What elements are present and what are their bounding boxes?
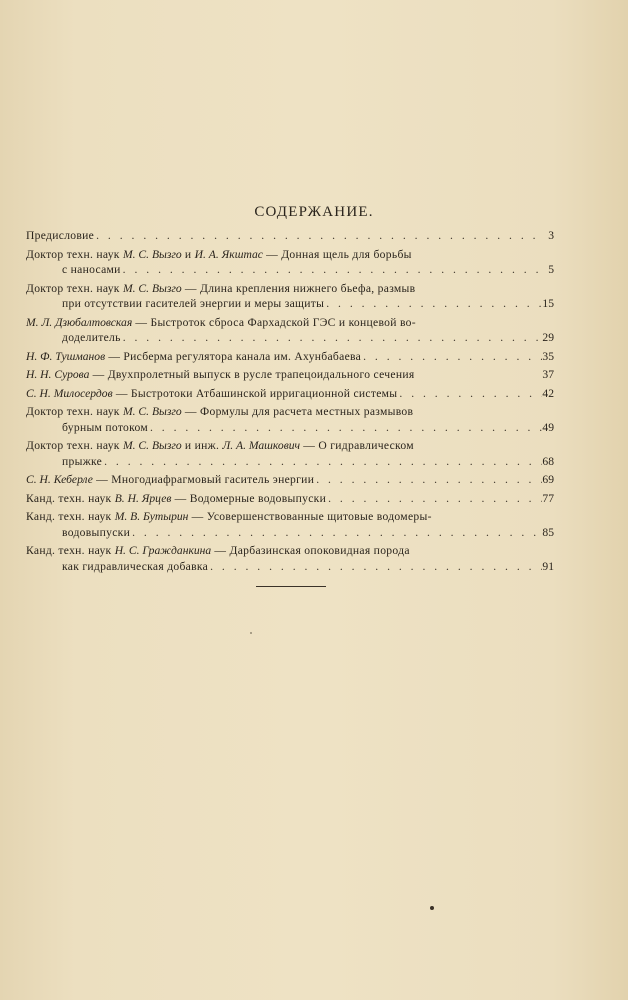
article-title: — Усовершенствованные щитовые водомеры- (188, 510, 432, 523)
entry-text (26, 404, 413, 420)
dot-leader (316, 472, 542, 488)
author-credentials: Канд. техн. наук (26, 544, 115, 557)
entry-text (26, 438, 414, 454)
dot-leader (363, 349, 542, 365)
author-credentials: Доктор техн. наук (26, 405, 123, 418)
author-credentials: Доктор техн. наук (26, 439, 123, 452)
page-number: 49 (542, 420, 554, 434)
article-title: — Водомерные водовыпуски (171, 491, 327, 505)
dot-leader (123, 262, 542, 278)
entry-text (62, 559, 208, 575)
dot-leader (132, 525, 542, 541)
toc-entry-line (26, 296, 544, 312)
dot-leader (104, 454, 542, 470)
article-title: прыжке (62, 454, 103, 468)
author-name: М. В. Бутырин (114, 510, 189, 523)
dot-leader (96, 228, 542, 244)
article-title: доделитель (62, 331, 121, 344)
toc-entry-line (26, 472, 544, 488)
dot-leader (123, 330, 542, 346)
article-title: — Донная щель для борьбы (262, 247, 412, 261)
toc-entry-line (26, 386, 544, 402)
page-number: 29 (542, 331, 554, 344)
toc-entry-line (26, 454, 544, 470)
article-title: — Двухпролетный выпуск в русле трапецоидального сечения (89, 368, 415, 381)
entry-text (62, 454, 102, 470)
dot-leader (210, 559, 542, 575)
page-number: 69 (542, 473, 554, 486)
author-name: И. А. Якштас (194, 247, 263, 261)
toc-entry-line (26, 404, 544, 420)
author-credentials: Канд. техн. наук (26, 510, 115, 523)
entry-text (26, 315, 416, 331)
toc-entry (26, 315, 554, 346)
article-title: водовыпуски (62, 525, 131, 539)
author-credentials: Доктор техн. наук (26, 281, 123, 295)
page-heading: СОДЕРЖАНИЕ. (254, 204, 374, 220)
author-name: М. С. Вызго (122, 439, 182, 452)
author-name: С. Н. Милосердов (26, 386, 113, 400)
table-of-contents (26, 228, 554, 577)
toc-entry-line (26, 420, 544, 436)
article-title: — О гидравлическом (300, 439, 414, 452)
author-name: Н. С. Гражданкина (114, 544, 212, 557)
page-number: 5 (548, 263, 554, 276)
toc-entry (26, 472, 554, 488)
page-number: 15 (542, 297, 554, 310)
article-title: Предисловие (26, 229, 95, 242)
entry-text (26, 281, 415, 297)
article-title: — Рисберма регулятора канала им. Ахунбабаева (105, 349, 362, 363)
entry-text (26, 491, 326, 507)
entry-text (26, 367, 414, 383)
author-credentials: Канд. техн. наук (26, 491, 115, 505)
toc-entry (26, 349, 554, 365)
author-name: С. Н. Кеберле (26, 473, 93, 486)
toc-entry-line (26, 315, 544, 331)
entry-text (26, 247, 412, 263)
toc-entry (26, 247, 554, 278)
page-number: 42 (542, 386, 554, 400)
toc-entry-line (26, 247, 544, 263)
ink-speck (430, 906, 434, 910)
toc-entry (26, 404, 554, 435)
dot-leader (150, 420, 542, 436)
article-title: бурным потоком (62, 420, 148, 434)
entry-text (26, 509, 432, 525)
entry-text (62, 296, 324, 312)
toc-entry-line (26, 349, 544, 365)
article-title: как гидравлическая добавка (62, 559, 209, 573)
page-number: 35 (542, 349, 554, 363)
toc-entry-line (26, 262, 544, 278)
toc-entry (26, 281, 554, 312)
entry-text (62, 525, 130, 541)
author-name: М. С. Вызго (122, 247, 182, 261)
page-number: 37 (542, 368, 554, 381)
toc-entry (26, 491, 554, 507)
author-name: М. С. Вызго (122, 405, 182, 418)
toc-entry (26, 386, 554, 402)
author-name: М. Л. Дзюбалтовская (26, 315, 133, 329)
entry-text (26, 228, 94, 244)
article-title: — Быстроток сброса Фархадской ГЭС и концевой во- (132, 315, 416, 329)
article-title: — Дарбазинская опоковидная порода (211, 544, 410, 557)
article-title: — Формулы для расчета местных размывов (181, 405, 414, 418)
dot-leader (399, 386, 542, 402)
entry-text (26, 386, 397, 402)
article-title: с наносами (62, 263, 121, 276)
toc-entry (26, 509, 554, 540)
article-title: при отсутствии гасителей энергии и меры защиты (62, 297, 325, 310)
author-name: Н. Н. Сурова (26, 368, 90, 381)
page-number: 77 (542, 491, 554, 505)
dot-leader (326, 296, 542, 312)
page-number: 85 (542, 525, 554, 539)
entry-text (62, 420, 148, 436)
entry-text (26, 543, 410, 559)
author-name: М. С. Вызго (122, 281, 182, 295)
author-joiner: и инж. (181, 439, 223, 452)
toc-entry (26, 228, 554, 244)
toc-entry-line (26, 228, 544, 244)
entry-text (26, 349, 361, 365)
entry-text (62, 262, 121, 278)
toc-entry (26, 367, 554, 383)
toc-entry (26, 543, 554, 574)
entry-text (62, 330, 121, 346)
toc-entry-line (26, 543, 544, 559)
author-name: Н. Ф. Тушманов (26, 349, 106, 363)
toc-entry-line (26, 367, 544, 383)
toc-entry-line (26, 281, 544, 297)
toc-entry-line (26, 438, 544, 454)
toc-entry-line (26, 330, 544, 346)
page-number: 68 (542, 454, 554, 468)
horizontal-rule (256, 586, 326, 587)
toc-entry-line (26, 491, 544, 507)
author-credentials: Доктор техн. наук (26, 247, 123, 261)
toc-entry (26, 438, 554, 469)
article-title: — Многодиафрагмовый гаситель энергии (92, 473, 315, 486)
article-title: — Длина крепления нижнего бьефа, размыв (181, 281, 416, 295)
article-title: — Быстротоки Атбашинской ирригационной системы (112, 386, 398, 400)
author-name: Л. А. Машкович (222, 439, 301, 452)
page-number: 3 (548, 229, 554, 242)
toc-entry-line (26, 525, 544, 541)
page-number: 91 (542, 559, 554, 573)
ink-speck (250, 632, 252, 634)
toc-entry-line (26, 559, 544, 575)
author-name: В. Н. Ярцев (114, 491, 172, 505)
toc-entry-line (26, 509, 544, 525)
author-joiner: и (181, 247, 195, 261)
entry-text (26, 472, 314, 488)
dot-leader (328, 491, 542, 507)
